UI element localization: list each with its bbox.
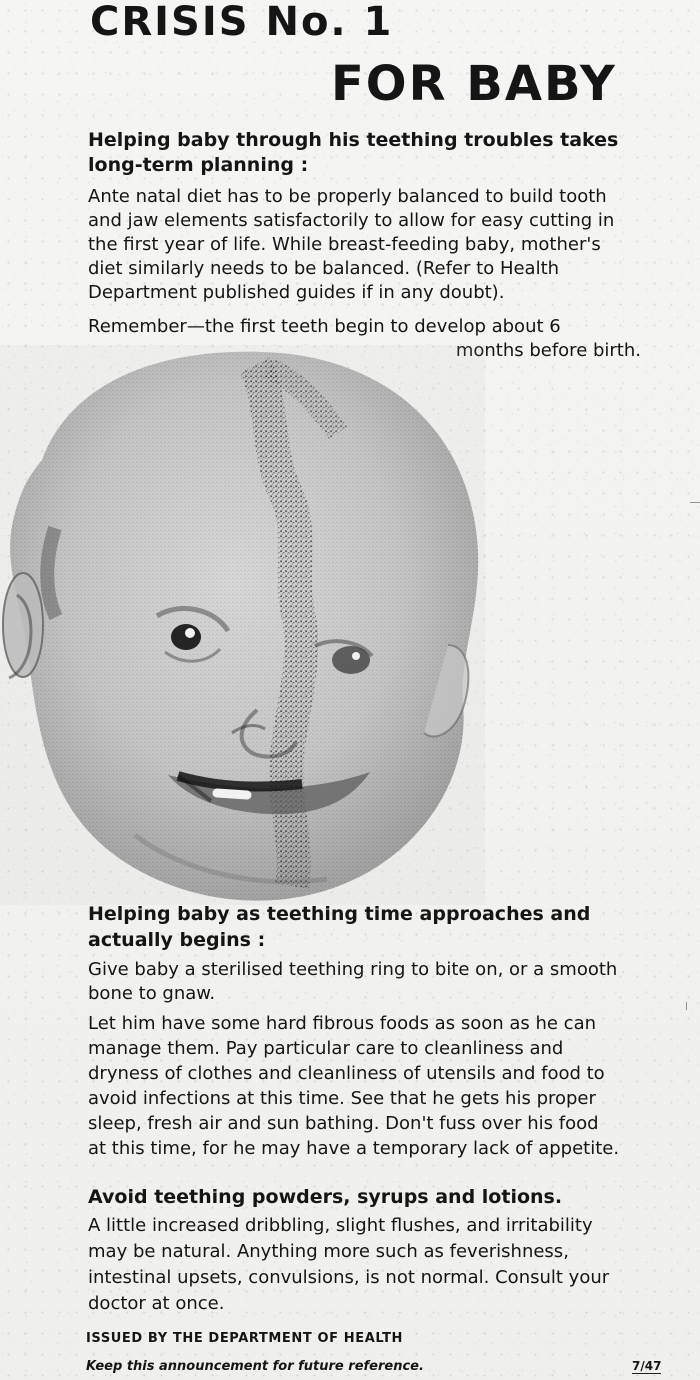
section-2-paragraph-1-line-2: bone to gnaw.	[88, 983, 216, 1004]
section-2-paragraph-2-line-1: Let him have some hard fibrous foods as soon as he can	[88, 1013, 597, 1034]
print-code: 7/47	[632, 1359, 662, 1373]
headline-line-2: FOR BABY	[331, 56, 617, 112]
section-2-paragraph-2-line-4: avoid infections at this time. See that he gets his proper	[88, 1088, 596, 1109]
section-2-heading-line-2: actually begins :	[88, 929, 266, 951]
section-1-paragraph-1-line-3: the first year of life. While breast-feeding baby, mother's	[88, 234, 601, 255]
keep-reference-note: Keep this announcement for future reference.	[86, 1359, 424, 1374]
section-3-paragraph-line-4: doctor at once.	[88, 1293, 225, 1314]
section-3-paragraph-line-3: intestinal upsets, convulsions, is not normal. Consult your	[88, 1267, 610, 1288]
section-1-paragraph-1-line-2: and jaw elements satisfactorily to allow for easy cutting in	[88, 210, 615, 231]
section-2-paragraph-2-line-3: dryness of clothes and cleanliness of utensils and food to	[88, 1063, 605, 1084]
issued-by-footer: ISSUED BY THE DEPARTMENT OF HEALTH	[86, 1331, 404, 1346]
section-2-paragraph-2-line-5: sleep, fresh air and sun bathing. Don't fuss over his food	[88, 1113, 599, 1134]
section-1-paragraph-2-line-2: months before birth.	[455, 340, 641, 361]
section-2-paragraph-2-line-2: manage them. Pay particular care to cleanliness and	[88, 1038, 564, 1059]
section-3-paragraph-line-2: may be natural. Anything more such as feverishness,	[88, 1241, 569, 1262]
section-3-heading: Avoid teething powders, syrups and lotions.	[88, 1186, 563, 1208]
section-2-paragraph-2-line-6: at this time, for he may have a temporary lack of appetite.	[88, 1138, 620, 1159]
headline-line-1: CRISIS No. 1	[90, 0, 394, 45]
section-1-heading-line-2: long-term planning :	[88, 154, 309, 176]
baby-face-photo-icon	[0, 345, 485, 905]
section-2-paragraph-1-line-1: Give baby a sterilised teething ring to bite on, or a smooth	[88, 959, 618, 980]
section-2-heading-line-1: Helping baby as teething time approaches and	[88, 903, 591, 925]
section-1-paragraph-2-line-1: Remember—the first teeth begin to develop about 6	[88, 316, 561, 337]
edge-print-mark	[690, 502, 700, 503]
section-3-paragraph-line-1: A little increased dribbling, slight flushes, and irritability	[88, 1215, 593, 1236]
section-1-heading-line-1: Helping baby through his teething troubles takes	[88, 129, 619, 151]
section-1-paragraph-1-line-4: diet similarly needs to be balanced. (Refer to Health	[88, 258, 560, 279]
section-1-paragraph-1-line-1: Ante natal diet has to be properly balanced to build tooth	[88, 186, 607, 207]
section-1-paragraph-1-line-5: Department published guides if in any doubt).	[88, 282, 505, 303]
edge-print-mark	[686, 1002, 687, 1010]
